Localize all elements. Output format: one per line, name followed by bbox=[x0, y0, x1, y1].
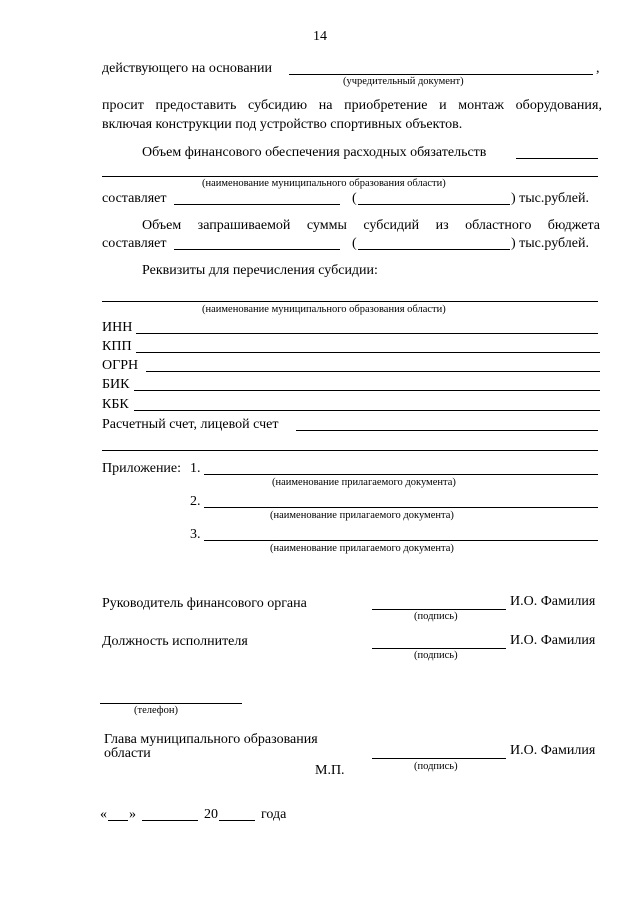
requested-close-suffix: ) тыс.рублей. bbox=[511, 236, 589, 251]
kpp-fill-line bbox=[136, 352, 600, 353]
attachment-3-line bbox=[204, 540, 598, 541]
bik-label: БИК bbox=[102, 377, 130, 392]
attachment-2-num: 2. bbox=[190, 494, 201, 509]
date-year-line bbox=[219, 820, 255, 821]
obligations-open-paren: ( bbox=[352, 191, 357, 206]
date-month-line bbox=[142, 820, 198, 821]
kpp-label: КПП bbox=[102, 339, 132, 354]
basis-fill-line bbox=[289, 74, 593, 75]
attachment-2-caption: (наименование прилагаемого документа) bbox=[270, 510, 454, 521]
executor-signature-caption: (подпись) bbox=[414, 650, 458, 661]
basis-label: действующего на основании bbox=[102, 61, 273, 76]
stamp-label: М.П. bbox=[315, 763, 345, 778]
head-finance-signature-line bbox=[372, 609, 506, 610]
date-suffix: года bbox=[261, 807, 287, 822]
inn-fill-line bbox=[136, 333, 598, 334]
executor-signature-line bbox=[372, 648, 506, 649]
obligations-fill-line-a bbox=[516, 158, 598, 159]
date-close-quote: » bbox=[129, 807, 136, 822]
date-year-prefix: 20 bbox=[204, 807, 218, 822]
kbk-label: КБК bbox=[102, 397, 129, 412]
obligations-caption: (наименование муниципального образования области) bbox=[202, 178, 446, 189]
inn-label: ИНН bbox=[102, 320, 133, 335]
attachment-1-caption: (наименование прилагаемого документа) bbox=[272, 477, 456, 488]
request-line-2: включая конструкции под устройство спортивных объектов. bbox=[102, 117, 463, 132]
phone-line bbox=[100, 703, 242, 704]
requisites-heading: Реквизиты для перечисления субсидии: bbox=[142, 263, 378, 278]
head-mun-title-line-1: Глава муниципального образования bbox=[104, 732, 318, 747]
basis-caption: (учредительный документ) bbox=[343, 76, 464, 87]
head-finance-name: И.О. Фамилия bbox=[510, 594, 596, 609]
executor-name: И.О. Фамилия bbox=[510, 633, 596, 648]
requisites-caption: (наименование муниципального образования области) bbox=[202, 304, 446, 315]
attachment-1-line bbox=[204, 474, 598, 475]
requested-amount-line bbox=[174, 249, 340, 250]
date-day-line bbox=[108, 820, 128, 821]
ogrn-fill-line bbox=[146, 371, 600, 372]
requested-amount-label: составляет bbox=[102, 236, 167, 251]
attachment-1-num: 1. bbox=[190, 461, 201, 476]
kbk-fill-line bbox=[134, 410, 600, 411]
bik-fill-line bbox=[134, 390, 600, 391]
requisites-recipient-line bbox=[102, 301, 598, 302]
ogrn-label: ОГРН bbox=[102, 358, 139, 373]
account-fill-line-2 bbox=[102, 450, 598, 451]
obligations-line-1: Объем финансового обеспечения расходных обязательств bbox=[142, 145, 487, 160]
head-mun-title-line-2: области bbox=[104, 746, 151, 761]
head-mun-name: И.О. Фамилия bbox=[510, 743, 596, 758]
requested-line-1: Объем запрашиваемой суммы субсидий из областного бюджета bbox=[142, 218, 600, 233]
head-finance-title: Руководитель финансового органа bbox=[102, 596, 307, 611]
page-number: 14 bbox=[313, 29, 327, 44]
phone-caption: (телефон) bbox=[134, 705, 178, 716]
attachments-label: Приложение: bbox=[102, 461, 182, 476]
attachment-2-line bbox=[204, 507, 598, 508]
account-label: Расчетный счет, лицевой счет bbox=[102, 417, 279, 432]
requested-words-line bbox=[358, 249, 510, 250]
account-fill-line bbox=[296, 430, 598, 431]
head-mun-signature-caption: (подпись) bbox=[414, 761, 458, 772]
request-line-1: просит предоставить субсидию на приобретение и монтаж оборудования, bbox=[102, 98, 602, 113]
head-mun-signature-line bbox=[372, 758, 506, 759]
obligations-words-line bbox=[358, 204, 510, 205]
obligations-amount-line bbox=[174, 204, 340, 205]
obligations-amount-label: составляет bbox=[102, 191, 167, 206]
obligations-close-suffix: ) тыс.рублей. bbox=[511, 191, 589, 206]
attachment-3-caption: (наименование прилагаемого документа) bbox=[270, 543, 454, 554]
head-finance-signature-caption: (подпись) bbox=[414, 611, 458, 622]
obligations-fill-line-b bbox=[102, 176, 598, 177]
executor-title: Должность исполнителя bbox=[102, 634, 248, 649]
attachment-3-num: 3. bbox=[190, 527, 201, 542]
date-open-quote: « bbox=[100, 807, 107, 822]
requested-open-paren: ( bbox=[352, 236, 357, 251]
basis-comma: , bbox=[596, 61, 600, 76]
